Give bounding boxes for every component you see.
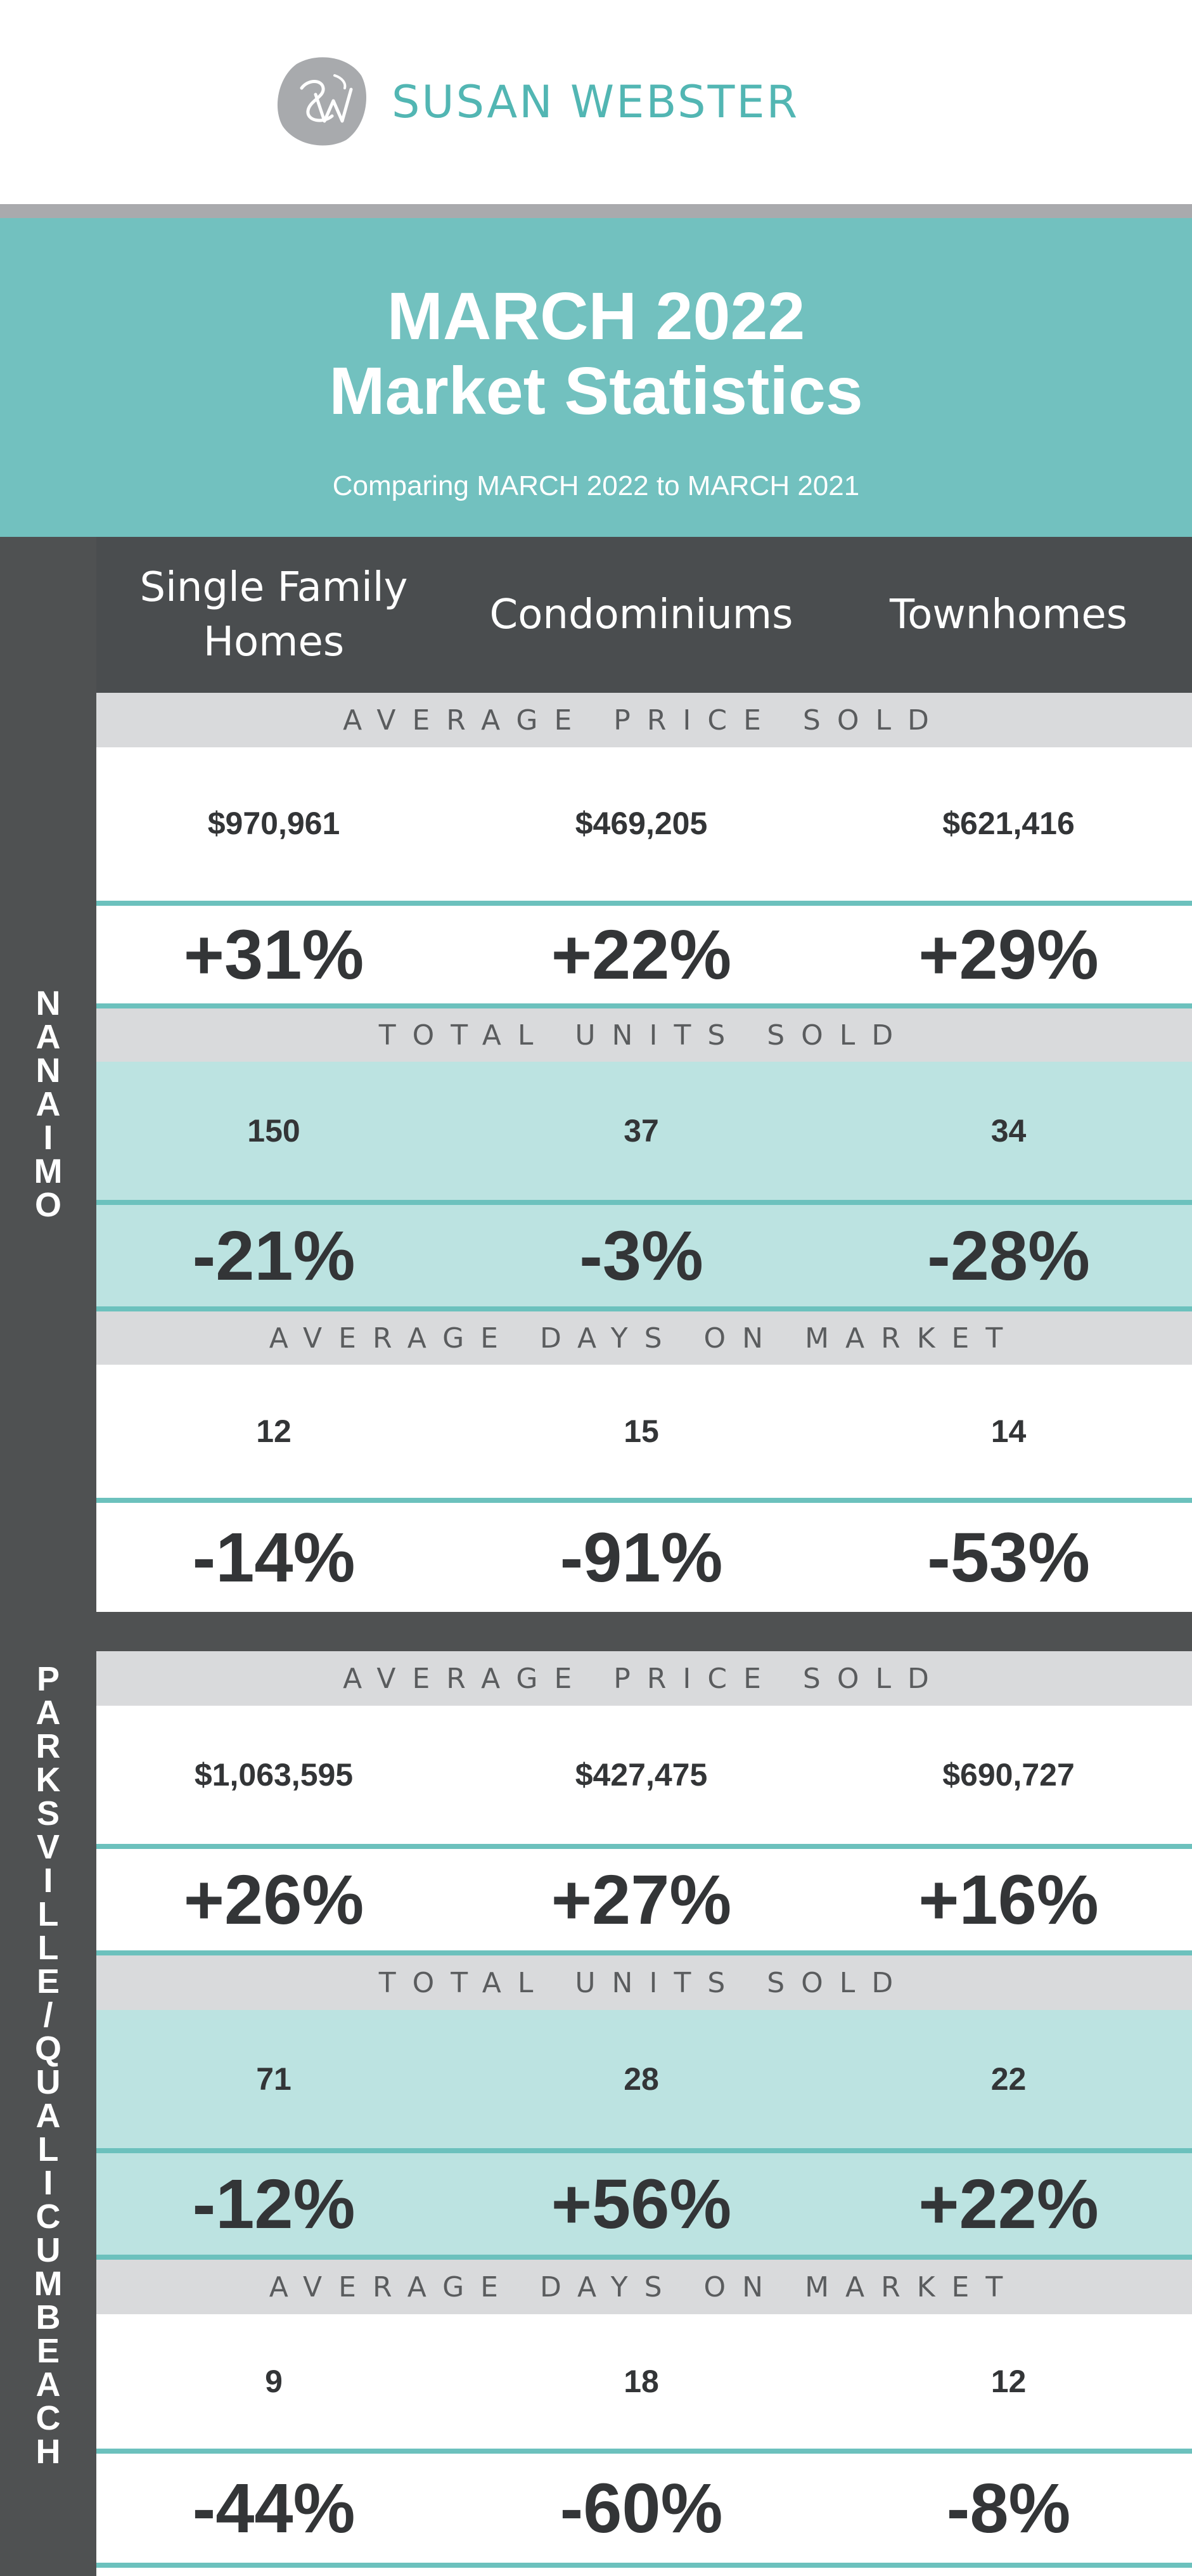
page-title-sub: Market Statistics — [329, 354, 863, 428]
row-separator — [96, 1306, 1192, 1311]
value-cell: 15 — [624, 1414, 659, 1449]
row-separator — [96, 1200, 1192, 1205]
comparison-subtitle: Comparing MARCH 2022 to MARCH 2021 — [332, 470, 860, 501]
region-nanaimo — [96, 693, 1192, 1612]
change-cell: -8% — [946, 2469, 1071, 2547]
change-cell: +26% — [183, 1860, 364, 1939]
title-band — [0, 218, 1192, 537]
value-cell: 28 — [624, 2061, 659, 2097]
value-cell: $427,475 — [575, 1757, 708, 1793]
section-label: AVERAGE DAYS ON MARKET — [96, 2260, 1192, 2314]
sidebar-header — [0, 537, 96, 693]
value-cell: 14 — [990, 1414, 1027, 1449]
value-cell: 18 — [624, 2364, 659, 2399]
row-separator — [96, 2255, 1192, 2260]
change-row — [96, 2153, 1192, 2255]
value-cell: 12 — [990, 2364, 1027, 2399]
sw-monogram-icon — [271, 50, 371, 150]
change-cell: -12% — [192, 2165, 356, 2243]
column-header-single-family — [96, 537, 451, 693]
row-separator — [96, 901, 1192, 906]
value-cell: $690,727 — [942, 1757, 1075, 1793]
section-label: AVERAGE PRICE SOLD — [96, 1651, 1192, 1706]
change-cell: -44% — [192, 2469, 356, 2547]
value-cell: 71 — [256, 2061, 292, 2097]
divider-bar — [0, 204, 1192, 218]
change-cell: -60% — [560, 2469, 723, 2547]
change-cell: +31% — [183, 915, 364, 994]
column-header-label: Single Family — [139, 564, 408, 611]
value-cell: $621,416 — [942, 806, 1075, 841]
value-cell: 150 — [247, 1113, 300, 1149]
column-header-condominiums: Condominiums — [489, 591, 793, 638]
change-cell: +16% — [918, 1860, 1099, 1939]
region-label-parksville-qualicum-beach: P A R K S V I L L E / Q U A L I C U M B E A C H — [34, 1660, 63, 2471]
region-label-nanaimo: N A N A I M O — [34, 984, 63, 1224]
section-label: TOTAL UNITS SOLD — [96, 1955, 1192, 2010]
change-cell: +22% — [918, 2165, 1099, 2243]
value-cell: 37 — [624, 1113, 659, 1149]
row-separator — [96, 2563, 1192, 2568]
value-cell: $469,205 — [575, 806, 708, 841]
change-cell: +27% — [551, 1860, 732, 1939]
column-header-row — [96, 537, 1192, 693]
change-cell: -91% — [560, 1518, 723, 1597]
change-row — [96, 906, 1192, 1003]
value-cell: $1,063,595 — [194, 1757, 354, 1793]
row-separator — [96, 1844, 1192, 1849]
section-label: AVERAGE DAYS ON MARKET — [96, 1311, 1192, 1365]
row-separator — [96, 1003, 1192, 1008]
change-cell: +56% — [551, 2165, 732, 2243]
value-cell: $970,961 — [207, 806, 340, 841]
change-cell: +22% — [551, 915, 732, 994]
value-row — [96, 1706, 1192, 1844]
change-row — [96, 2454, 1192, 2563]
section-label: AVERAGE PRICE SOLD — [96, 693, 1192, 747]
change-row — [96, 1503, 1192, 1612]
row-separator — [96, 1498, 1192, 1503]
change-cell: -28% — [927, 1216, 1090, 1295]
logo-area — [0, 0, 1192, 204]
change-cell: +29% — [918, 915, 1099, 994]
region-parksville-qualicum-beach — [96, 1651, 1192, 2576]
change-cell: -21% — [192, 1216, 356, 1295]
value-cell: 34 — [990, 1113, 1027, 1149]
change-cell: -14% — [192, 1518, 356, 1597]
change-cell: -3% — [579, 1216, 703, 1295]
section-label: TOTAL UNITS SOLD — [96, 1008, 1192, 1062]
brand-name: SUSAN WEBSTER — [392, 76, 800, 128]
value-row — [96, 1062, 1192, 1200]
row-separator — [96, 2148, 1192, 2153]
page-title: MARCH 2022 — [387, 279, 805, 354]
column-header-label: Homes — [203, 619, 345, 666]
region-divider — [0, 1612, 1192, 1651]
change-row — [96, 1205, 1192, 1306]
column-header-townhomes: Townhomes — [889, 591, 1128, 638]
value-row — [96, 2010, 1192, 2148]
value-cell: 9 — [265, 2364, 283, 2399]
value-row — [96, 2314, 1192, 2449]
value-cell: 12 — [256, 1414, 292, 1449]
change-row — [96, 1849, 1192, 1950]
change-cell: -53% — [927, 1518, 1090, 1597]
row-separator — [96, 2449, 1192, 2454]
value-row — [96, 1365, 1192, 1498]
row-separator — [96, 1950, 1192, 1955]
value-cell: 22 — [990, 2061, 1027, 2097]
